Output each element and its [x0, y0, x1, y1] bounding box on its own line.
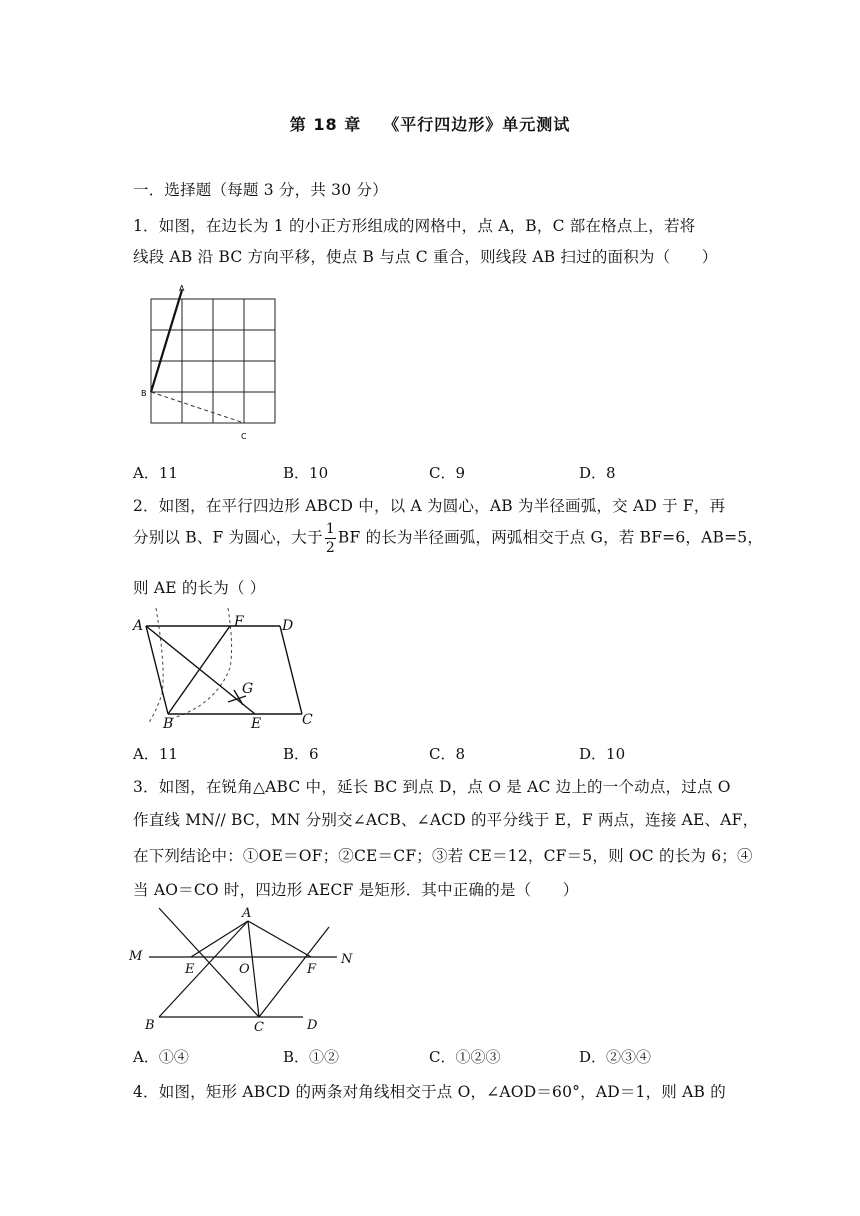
q1-text-line1: 1．如图，在边长为 1 的小正方形组成的网格中，点 A，B，C 部在格点上，若将: [133, 217, 696, 235]
label-c: C: [254, 1020, 264, 1035]
q3-option-d: D．②③④: [579, 1048, 652, 1066]
label-c: C: [302, 712, 313, 728]
segment-ab: [151, 290, 182, 392]
label-a: A: [133, 618, 144, 634]
q2-text-line2: [133, 522, 763, 555]
label-b: B: [145, 1018, 155, 1033]
chapter-name: 《平行四边形》单元测试: [383, 115, 571, 134]
page-title: [0, 112, 860, 135]
q3-option-a: A．①④: [133, 1048, 189, 1066]
q2-text-line2-end: BF 的长为半径画弧，两弧相交于点 G，若 BF=6，AB=5，: [337, 528, 764, 547]
q3-text-line1: 3．如图，在锐角△ABC 中，延长 BC 到点 D，点 O 是 AC 边上的一个动点，过点 O: [133, 778, 731, 796]
fraction-numerator: 1: [325, 521, 335, 537]
q1-option-b: B．10: [283, 464, 329, 482]
q1-option-c: C．9: [429, 464, 466, 482]
label-n: N: [341, 952, 353, 967]
q2-option-b: B．6: [283, 745, 319, 763]
q1-text-line2: 线段 AB 沿 BC 方向平移，使点 B 与点 C 重合，则线段 AB 扫过的面积为（ ）: [133, 248, 718, 266]
label-d: D: [282, 618, 294, 634]
q1-grid-figure: [138, 282, 288, 444]
fraction-denominator: 2: [325, 540, 335, 556]
q2-text-line2-start: 分别以 B、F 为圆心，大于: [133, 528, 323, 547]
q4-text-line1: 4．如图，矩形 ABCD 的两条对角线相交于点 O，∠AOD＝60°，AD＝1，则 AB 的: [133, 1083, 726, 1101]
q2-text-line1: 2．如图，在平行四边形 ABCD 中，以 A 为圆心，AB 为半径画弧，交 AD 于 F，再: [133, 497, 726, 515]
arc-from-f: [170, 608, 232, 719]
label-c: C: [241, 432, 247, 441]
q2-option-d: D．10: [579, 745, 626, 763]
label-b: B: [141, 389, 147, 398]
q2-option-c: C．8: [429, 745, 466, 763]
label-b: B: [163, 716, 174, 731]
label-e: E: [251, 716, 262, 731]
chapter-number: 第 18 章: [289, 115, 362, 134]
segment-bc: [151, 392, 244, 423]
q1-option-a: A．11: [133, 464, 178, 482]
label-f: F: [307, 962, 317, 977]
label-a: A: [179, 284, 185, 293]
q3-text-line2: 作直线 MN// BC，MN 分别交∠ACB、∠ACD 的平分线于 E，F 两点，连接 AE、AF，: [133, 811, 759, 829]
label-a: A: [242, 906, 252, 921]
q3-text-line4: 当 AO＝CO 时，四边形 AECF 是矩形．其中正确的是（ ）: [133, 881, 579, 899]
label-d: D: [307, 1018, 318, 1033]
section-heading: 一．选择题（每题 3 分，共 30 分）: [133, 181, 388, 199]
q1-option-d: D．8: [579, 464, 616, 482]
label-e: E: [185, 962, 195, 977]
q3-text-line3: 在下列结论中：①OE＝OF；②CE＝CF；③若 CE＝12，CF＝5，则 OC 的长为 6；④: [133, 847, 753, 865]
q2-text-line3: 则 AE 的长为（ ）: [133, 579, 266, 597]
q2-option-a: A．11: [133, 745, 178, 763]
q3-option-b: B．①②: [283, 1048, 340, 1066]
label-f: F: [234, 614, 244, 630]
q3-triangle-figure: [125, 905, 365, 1035]
q3-option-c: C．①②③: [429, 1048, 501, 1066]
label-g: G: [242, 681, 254, 697]
fraction-one-half: [325, 522, 336, 555]
label-o: O: [239, 962, 250, 977]
label-m: M: [129, 949, 143, 964]
q2-parallelogram-figure: [130, 606, 315, 731]
